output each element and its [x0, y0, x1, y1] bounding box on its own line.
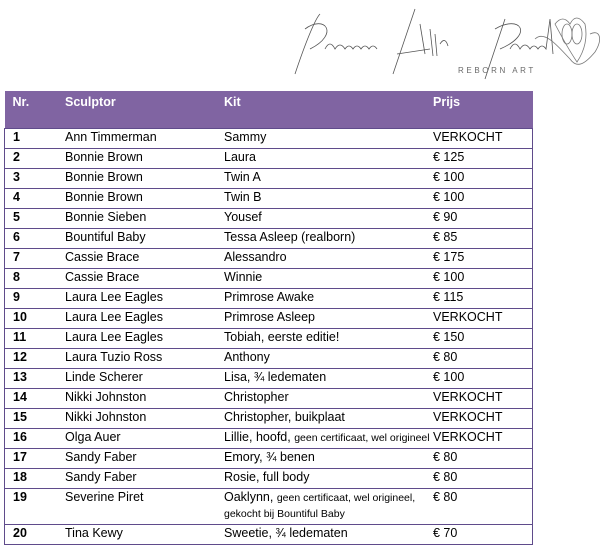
cell-price: € 100 — [433, 369, 533, 389]
table-row — [5, 249, 533, 269]
kit-name: Primrose Asleep — [224, 310, 316, 324]
cell-nr: 20 — [5, 525, 66, 545]
cell-kit — [224, 409, 433, 429]
cell-price: € 80 — [433, 349, 533, 369]
table-row — [5, 209, 533, 229]
cell-sculptor: Nikki Johnston — [65, 409, 224, 429]
cell-price: € 70 — [433, 525, 533, 545]
kit-name: Laura — [224, 150, 256, 164]
cell-kit — [224, 129, 433, 149]
cell-nr: 15 — [5, 409, 66, 429]
brand-subtitle: REBORN ART — [458, 66, 536, 75]
kit-name: Sweetie, ¾ ledematen — [224, 526, 348, 540]
cell-price: € 115 — [433, 289, 533, 309]
cell-nr: 7 — [5, 249, 66, 269]
cell-nr: 2 — [5, 149, 66, 169]
cell-nr: 3 — [5, 169, 66, 189]
header-sculptor: Sculptor — [65, 91, 224, 129]
cell-nr: 14 — [5, 389, 66, 409]
cell-kit — [224, 269, 433, 289]
cell-kit — [224, 349, 433, 369]
cell-price: € 175 — [433, 249, 533, 269]
cell-nr: 9 — [5, 289, 66, 309]
cell-nr: 5 — [5, 209, 66, 229]
cell-kit — [224, 525, 433, 545]
cell-kit — [224, 429, 433, 449]
kit-name: Lisa, ¾ ledematen — [224, 370, 327, 384]
cell-sculptor: Sandy Faber — [65, 469, 224, 489]
cell-sculptor: Nikki Johnston — [65, 389, 224, 409]
cell-price: € 125 — [433, 149, 533, 169]
cell-nr: 11 — [5, 329, 66, 349]
cell-price: VERKOCHT — [433, 429, 533, 449]
kit-name: Alessandro — [224, 250, 287, 264]
cell-sculptor: Bonnie Brown — [65, 149, 224, 169]
cell-nr: 10 — [5, 309, 66, 329]
cell-price: € 150 — [433, 329, 533, 349]
header-kit: Kit — [224, 91, 433, 129]
cell-nr: 19 — [5, 489, 66, 525]
script-logo-icon — [285, 4, 605, 84]
kit-name: Winnie — [224, 270, 263, 284]
cell-nr: 18 — [5, 469, 66, 489]
table-row — [5, 149, 533, 169]
table-row — [5, 409, 533, 429]
cell-sculptor: Severine Piret — [65, 489, 224, 525]
cell-nr: 1 — [5, 129, 66, 149]
table-row — [5, 329, 533, 349]
cell-price: VERKOCHT — [433, 309, 533, 329]
cell-kit — [224, 489, 433, 525]
cell-sculptor: Bonnie Brown — [65, 169, 224, 189]
table-row — [5, 429, 533, 449]
table-row — [5, 309, 533, 329]
table-row — [5, 189, 533, 209]
cell-price: € 80 — [433, 449, 533, 469]
cell-price: € 100 — [433, 169, 533, 189]
kit-note: geen certificaat, wel origineel — [294, 432, 430, 444]
cell-sculptor: Bountiful Baby — [65, 229, 224, 249]
cell-price: VERKOCHT — [433, 409, 533, 429]
cell-sculptor: Ann Timmerman — [65, 129, 224, 149]
kit-name: Christopher — [224, 390, 289, 404]
table-header-row — [5, 91, 533, 129]
kit-name: Anthony — [224, 350, 270, 364]
cell-kit — [224, 189, 433, 209]
cell-kit — [224, 229, 433, 249]
kit-name: Twin A — [224, 170, 261, 184]
cell-sculptor: Laura Lee Eagles — [65, 289, 224, 309]
table-row — [5, 469, 533, 489]
cell-price: € 100 — [433, 269, 533, 289]
cell-nr: 13 — [5, 369, 66, 389]
cell-price: € 100 — [433, 189, 533, 209]
brand-logo — [285, 4, 605, 84]
kit-name: Yousef — [224, 210, 262, 224]
cell-sculptor: Laura Lee Eagles — [65, 309, 224, 329]
table-row — [5, 525, 533, 545]
cell-kit — [224, 149, 433, 169]
kit-note: geen certificaat, wel origineel, gekocht bij Bountiful Baby — [224, 492, 416, 520]
cell-kit — [224, 309, 433, 329]
kit-name: Primrose Awake — [224, 290, 315, 304]
cell-sculptor: Bonnie Brown — [65, 189, 224, 209]
cell-sculptor: Cassie Brace — [65, 269, 224, 289]
header-price: Prijs — [433, 91, 533, 129]
table-row — [5, 289, 533, 309]
table-row — [5, 169, 533, 189]
cell-sculptor: Tina Kewy — [65, 525, 224, 545]
cell-sculptor: Sandy Faber — [65, 449, 224, 469]
table-row — [5, 489, 533, 525]
cell-kit — [224, 369, 433, 389]
cell-kit — [224, 169, 433, 189]
kit-name: Tessa Asleep (realborn) — [224, 230, 356, 244]
cell-sculptor: Laura Tuzio Ross — [65, 349, 224, 369]
cell-nr: 17 — [5, 449, 66, 469]
cell-price: VERKOCHT — [433, 389, 533, 409]
cell-kit — [224, 469, 433, 489]
cell-nr: 4 — [5, 189, 66, 209]
cell-nr: 12 — [5, 349, 66, 369]
table-row — [5, 369, 533, 389]
cell-sculptor: Cassie Brace — [65, 249, 224, 269]
cell-sculptor: Olga Auer — [65, 429, 224, 449]
kit-name: Rosie, full body — [224, 470, 310, 484]
kit-name: Sammy — [224, 130, 267, 144]
table-row — [5, 269, 533, 289]
price-list-table — [4, 91, 533, 545]
table-row — [5, 129, 533, 149]
cell-nr: 16 — [5, 429, 66, 449]
cell-kit — [224, 449, 433, 469]
cell-kit — [224, 329, 433, 349]
cell-sculptor: Laura Lee Eagles — [65, 329, 224, 349]
cell-nr: 6 — [5, 229, 66, 249]
table-row — [5, 449, 533, 469]
kit-name: Lillie, hoofd, — [224, 430, 295, 444]
kit-name: Oaklynn, — [224, 490, 277, 504]
cell-price: € 90 — [433, 209, 533, 229]
table-row — [5, 349, 533, 369]
cell-kit — [224, 249, 433, 269]
table-row — [5, 389, 533, 409]
kit-name: Twin B — [224, 190, 262, 204]
cell-nr: 8 — [5, 269, 66, 289]
header-nr: Nr. — [5, 91, 66, 129]
cell-kit — [224, 289, 433, 309]
cell-sculptor: Linde Scherer — [65, 369, 224, 389]
cell-sculptor: Bonnie Sieben — [65, 209, 224, 229]
kit-name: Emory, ¾ benen — [224, 450, 315, 464]
cell-price: VERKOCHT — [433, 129, 533, 149]
kit-name: Christopher, buikplaat — [224, 410, 345, 424]
cell-price: € 80 — [433, 489, 533, 525]
cell-price: € 80 — [433, 469, 533, 489]
cell-price: € 85 — [433, 229, 533, 249]
cell-kit — [224, 389, 433, 409]
table-row — [5, 229, 533, 249]
cell-kit — [224, 209, 433, 229]
kit-name: Tobiah, eerste editie! — [224, 330, 340, 344]
